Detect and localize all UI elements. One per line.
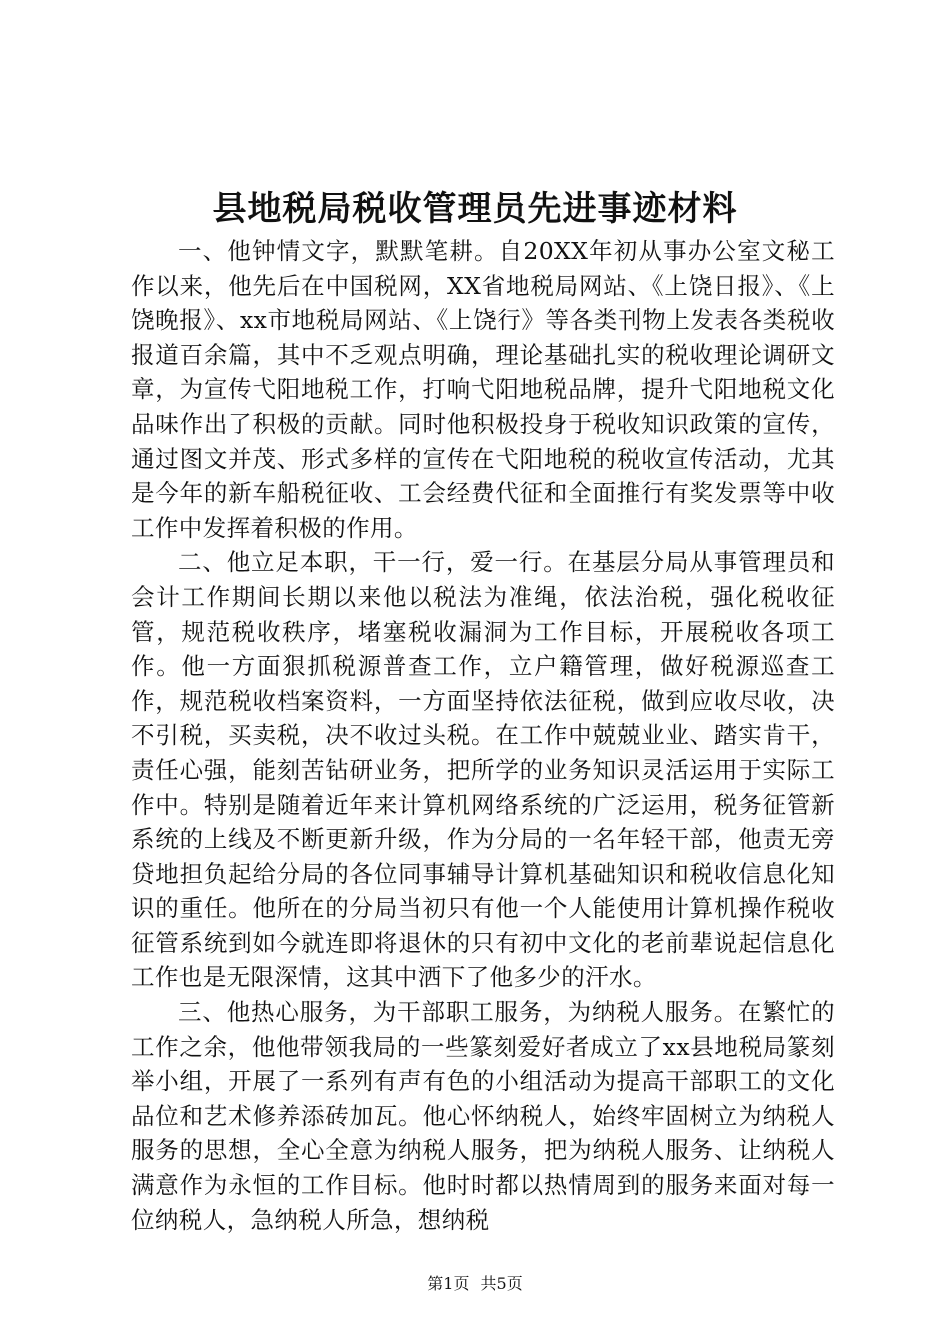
page-total: 共5页 [480, 1274, 523, 1293]
paragraph-3: 三、他热心服务，为干部职工服务，为纳税人服务。在繁忙的工作之余，他他带领我局的一些篆刻爱好者成立了xx县地税局篆刻举小组，开展了一系列有声有色的小组活动为提高干部职工的文化品位和艺术修养添砖加瓦。他心怀纳税人，始终牢固树立为纳税人服务的思想，全心全意为纳税人服务，把为纳税人服务、让纳税人满意作为永恒的工作目标。他时时都以热情周到的服务来面对每一位纳税人，急纳税人所急，想纳税 [131, 998, 835, 1234]
document-title: 县地税局税收管理员先进事迹材料 [212, 189, 738, 229]
paragraph-2: 二、他立足本职，干一行，爱一行。在基层分局从事管理员和会计工作期间长期以来他以税法为准绳，依法治税，强化税收征管，规范税收秩序，堵塞税收漏洞为工作目标，开展税收各项工作。他一方面狠抓税源普查工作，立户籍管理，做好税源巡查工作，规范税收档案资料，一方面坚持依法征税，做到应收尽收，决不引税，买卖税，决不收过头税。在工作中兢兢业业、踏实肯干，责任心强，能刻苦钻研业务，把所学的业务知识灵活运用于实际工作中。特别是随着近年来计算机网络系统的广泛运用，税务征管新系统的上线及不断更新升级，作为分局的一名年轻干部，他责无旁贷地担负起给分局的各位同事辅导计算机基础知识和税收信息化知识的重任。他所在的分局当初只有他一个人能使用计算机操作税收征管系统到如今就连即将退休的只有初中文化的老前辈说起信息化工作也是无限深情，这其中洒下了他多少的汗水。 [131, 548, 835, 992]
page-number: 第1页 [427, 1274, 470, 1293]
document-body [131, 234, 835, 1237]
page-footer [0, 1274, 950, 1294]
paragraph-1: 一、他钟情文字，默默笔耕。自20XX年初从事办公室文秘工作以来，他先后在中国税网，XX省地税局网站、《上饶日报》、《上饶晚报》、xx市地税局网站、《上饶行》等各类刊物上发表各类税收报道百余篇，其中不乏观点明确，理论基础扎实的税收理论调研文章，为宣传弋阳地税工作，打响弋阳地税品牌，提升弋阳地税文化品味作出了积极的贡献。同时他积极投身于税收知识政策的宣传，通过图文并茂、形式多样的宣传在弋阳地税的税收宣传活动，尤其是今年的新车船税征收、工会经费代征和全面推行有奖发票等中收工作中发挥着积极的作用。 [131, 237, 835, 542]
